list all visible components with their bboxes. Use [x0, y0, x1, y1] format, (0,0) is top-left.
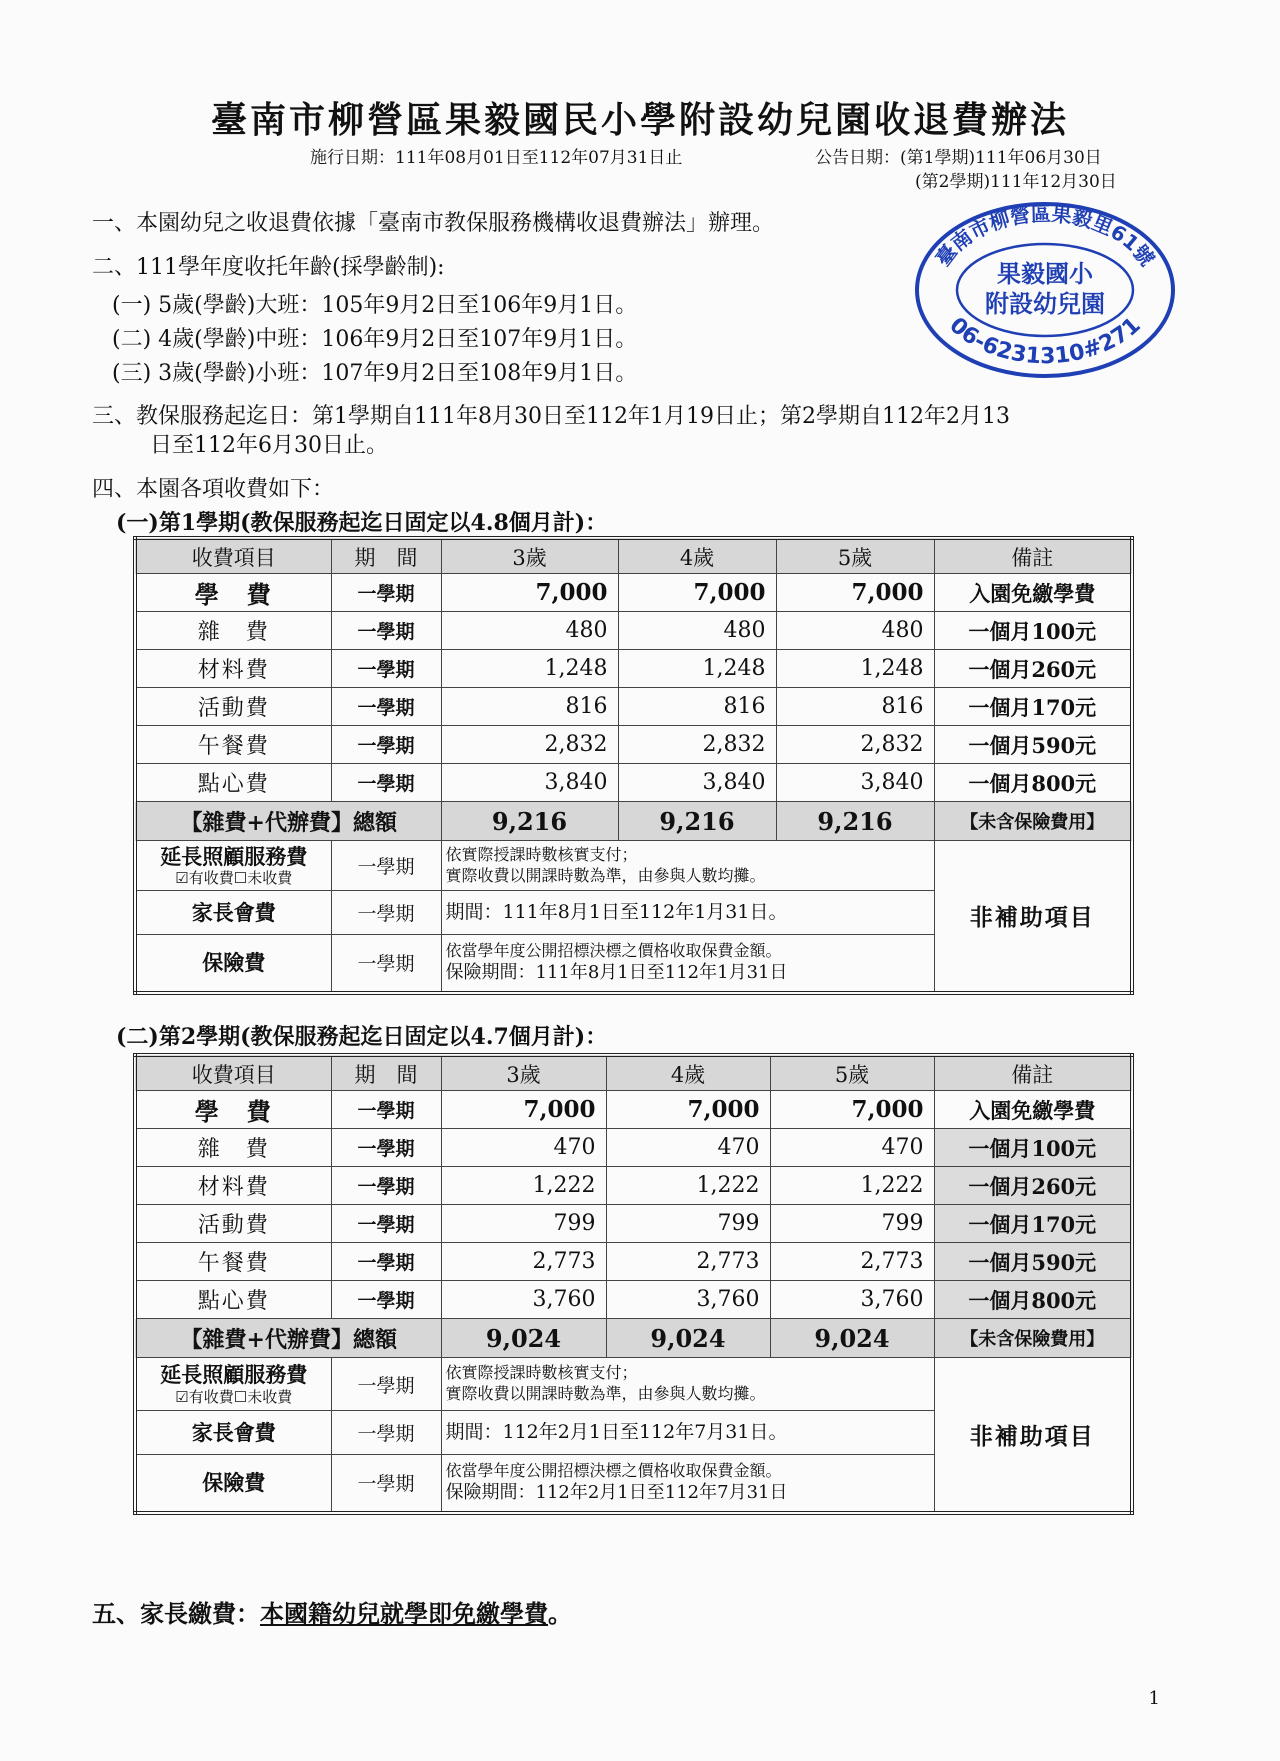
fee-age-5: 1,248	[776, 650, 934, 688]
fee-age-4: 470	[606, 1129, 770, 1167]
item-5-text: 本國籍幼兒就學即免繳學費	[260, 1599, 548, 1628]
table-row	[135, 612, 1132, 650]
effective-date: 施行日期：111年08月01日至112年07月31日止	[310, 148, 683, 168]
fee-item: 點心費	[135, 1281, 331, 1319]
extended-care-period: 一學期	[331, 841, 441, 891]
school-seal-stamp	[910, 198, 1180, 378]
total-age-5: 9,024	[770, 1319, 934, 1358]
fee-note: 一個月100元	[934, 1129, 1132, 1167]
fee-age-5: 2,773	[770, 1243, 934, 1281]
fee-period: 一學期	[331, 688, 441, 726]
fee-age-4: 3,840	[618, 764, 776, 802]
fee-age-4: 2,773	[606, 1243, 770, 1281]
announce-date-1: 公告日期：(第1學期)111年06月30日	[815, 148, 1102, 168]
item-5-prefix: 五、家長繳費：	[92, 1599, 260, 1628]
semester-2-heading: (二)第2學期(教保服務起迄日固定以4.7個月計)：	[116, 1024, 608, 1050]
header-note: 備註	[934, 1055, 1132, 1091]
fee-age-4: 480	[618, 612, 776, 650]
fee-age-4: 816	[618, 688, 776, 726]
fee-period: 一學期	[331, 726, 441, 764]
fee-item: 學 費	[135, 1091, 331, 1129]
stamp-line1: 果毅國小	[997, 260, 1093, 288]
semester-1-heading: (一)第1學期(教保服務起迄日固定以4.8個月計)：	[116, 510, 608, 536]
extended-care-title: 延長照顧服務費	[160, 1362, 308, 1388]
fee-age-5: 470	[770, 1129, 934, 1167]
table-row	[135, 1281, 1132, 1319]
fee-item: 點心費	[135, 764, 331, 802]
header-age-3: 3歲	[441, 538, 618, 574]
semester-2-fee-table	[133, 1053, 1134, 1515]
extended-care-period: 一學期	[331, 1358, 441, 1411]
extended-care-text-2: 實際收費以開課時數為準，由參與人數均攤。	[445, 1384, 766, 1403]
fee-item: 材料費	[135, 650, 331, 688]
header-note: 備註	[934, 538, 1132, 574]
fee-age-3: 480	[441, 612, 618, 650]
table-row	[135, 764, 1132, 802]
header-period: 期 間	[331, 538, 441, 574]
fee-age-4: 1,248	[618, 650, 776, 688]
fee-age-5: 3,760	[770, 1281, 934, 1319]
fee-age-5: 799	[770, 1205, 934, 1243]
fee-note: 一個月260元	[934, 650, 1132, 688]
extended-care-label	[135, 841, 331, 891]
fee-period: 一學期	[331, 1091, 441, 1129]
header-item: 收費項目	[135, 538, 331, 574]
parent-fee-label: 家長會費	[135, 1411, 331, 1455]
non-subsidized-label: 非補助項目	[934, 1358, 1132, 1513]
announce-date-2: (第2學期)111年12月30日	[915, 172, 1117, 192]
table-row	[135, 1243, 1132, 1281]
fee-age-4: 7,000	[606, 1091, 770, 1129]
insurance-text	[441, 1455, 934, 1513]
fee-period: 一學期	[331, 764, 441, 802]
fee-age-4: 7,000	[618, 574, 776, 612]
table-row	[135, 726, 1132, 764]
table-header-row	[135, 1055, 1132, 1091]
fee-note: 入園免繳學費	[934, 574, 1132, 612]
parent-fee-text: 期間：112年2月1日至112年7月31日。	[441, 1411, 934, 1455]
extended-care-text	[441, 1358, 934, 1411]
age-bracket-3: (三) 3歲(學齡)小班：107年9月2日至108年9月1日。	[112, 361, 638, 386]
fee-note: 一個月800元	[934, 1281, 1132, 1319]
fee-note: 一個月260元	[934, 1167, 1132, 1205]
fee-note: 一個月800元	[934, 764, 1132, 802]
insurance-period: 一學期	[331, 1455, 441, 1513]
fee-note: 一個月590元	[934, 726, 1132, 764]
fee-age-5: 816	[776, 688, 934, 726]
age-bracket-1: (一) 5歲(學齡)大班：105年9月2日至106年9月1日。	[112, 293, 638, 318]
fee-note: 一個月590元	[934, 1243, 1132, 1281]
fee-age-3: 470	[441, 1129, 606, 1167]
fee-age-5: 1,222	[770, 1167, 934, 1205]
extended-care-text-1: 依實際授課時數核實支付；	[445, 844, 638, 864]
header-period: 期 間	[331, 1055, 441, 1091]
fee-age-3: 7,000	[441, 574, 618, 612]
fee-age-5: 2,832	[776, 726, 934, 764]
table-row	[135, 688, 1132, 726]
fee-age-3: 2,832	[441, 726, 618, 764]
header-age-5: 5歲	[770, 1055, 934, 1091]
parent-fee-period: 一學期	[331, 891, 441, 935]
extended-care-title: 延長照顧服務費	[160, 843, 308, 869]
item-3-line-2: 日至112年6月30日止。	[150, 433, 388, 458]
total-note: 【未含保險費用】	[934, 1319, 1132, 1358]
item-1: 一、本園幼兒之收退費依據「臺南市教保服務機構收退費辦法」辦理。	[92, 211, 775, 236]
extended-care-checkbox: ☑有收費☐未收費	[175, 869, 293, 888]
fee-period: 一學期	[331, 1281, 441, 1319]
extended-care-row	[135, 1358, 1132, 1411]
extended-care-text-1: 依實際授課時數核實支付；	[445, 1363, 638, 1383]
header-age-4: 4歲	[606, 1055, 770, 1091]
total-age-4: 9,216	[618, 802, 776, 841]
fee-age-3: 816	[441, 688, 618, 726]
non-subsidized-label: 非補助項目	[934, 841, 1132, 993]
page-number: 1	[1148, 1688, 1160, 1709]
item-4: 四、本園各項收費如下：	[92, 477, 335, 502]
insurance-text	[441, 935, 934, 993]
total-age-4: 9,024	[606, 1319, 770, 1358]
total-label: 【雜費+代辦費】總額	[135, 1319, 441, 1358]
fee-item: 活動費	[135, 688, 331, 726]
extended-care-row	[135, 841, 1132, 891]
insurance-text-1: 依當學年度公開招標決標之價格收取保費金額。	[445, 1460, 782, 1480]
fee-item: 活動費	[135, 1205, 331, 1243]
total-age-5: 9,216	[776, 802, 934, 841]
fee-item: 午餐費	[135, 1243, 331, 1281]
header-age-4: 4歲	[618, 538, 776, 574]
insurance-text-2: 保險期間：111年8月1日至112年1月31日	[445, 962, 788, 984]
fee-note: 一個月100元	[934, 612, 1132, 650]
semester-1-fee-table	[133, 536, 1134, 995]
total-row	[135, 1319, 1132, 1358]
fee-age-3: 3,760	[441, 1281, 606, 1319]
fee-age-4: 3,760	[606, 1281, 770, 1319]
table-row	[135, 574, 1132, 612]
table-row	[135, 1091, 1132, 1129]
item-5-suffix: 。	[548, 1599, 572, 1628]
extended-care-text	[441, 841, 934, 891]
table-row	[135, 650, 1132, 688]
fee-period: 一學期	[331, 612, 441, 650]
fee-age-4: 799	[606, 1205, 770, 1243]
fee-period: 一學期	[331, 1129, 441, 1167]
extended-care-text-2: 實際收費以開課時數為準，由參與人數均攤。	[445, 865, 766, 885]
item-2: 二、111學年度收托年齡(採學齡制):	[92, 255, 445, 280]
header-age-3: 3歲	[441, 1055, 606, 1091]
fee-item: 材料費	[135, 1167, 331, 1205]
total-age-3: 9,216	[441, 802, 618, 841]
fee-age-3: 3,840	[441, 764, 618, 802]
insurance-label: 保險費	[135, 1455, 331, 1513]
age-bracket-2: (二) 4歲(學齡)中班：106年9月2日至107年9月1日。	[112, 327, 638, 352]
fee-item: 學 費	[135, 574, 331, 612]
insurance-label: 保險費	[135, 935, 331, 993]
fee-age-5: 7,000	[770, 1091, 934, 1129]
total-row	[135, 802, 1132, 841]
fee-age-3: 799	[441, 1205, 606, 1243]
fee-period: 一學期	[331, 650, 441, 688]
fee-period: 一學期	[331, 1205, 441, 1243]
fee-item: 午餐費	[135, 726, 331, 764]
extended-care-checkbox: ☑有收費☐未收費	[175, 1387, 293, 1406]
fee-note: 入園免繳學費	[934, 1091, 1132, 1129]
insurance-text-2: 保險期間：112年2月1日至112年7月31日	[445, 1482, 788, 1504]
stamp-bottom-text: 06-6231310#271	[944, 312, 1146, 370]
table-row	[135, 1167, 1132, 1205]
item-5	[92, 1594, 572, 1629]
header-age-5: 5歲	[776, 538, 934, 574]
total-note: 【未含保險費用】	[934, 802, 1132, 841]
table-header-row	[135, 538, 1132, 574]
fee-note: 一個月170元	[934, 688, 1132, 726]
fee-note: 一個月170元	[934, 1205, 1132, 1243]
table-row	[135, 1205, 1132, 1243]
fee-age-5: 7,000	[776, 574, 934, 612]
fee-age-3: 1,222	[441, 1167, 606, 1205]
insurance-text-1: 依當學年度公開招標決標之價格收取保費金額。	[445, 940, 782, 960]
fee-period: 一學期	[331, 1243, 441, 1281]
stamp-line2: 附設幼兒園	[985, 290, 1105, 318]
parent-fee-text: 期間：111年8月1日至112年1月31日。	[441, 891, 934, 935]
fee-age-3: 7,000	[441, 1091, 606, 1129]
fee-age-3: 2,773	[441, 1243, 606, 1281]
fee-item: 雜 費	[135, 1129, 331, 1167]
fee-age-4: 1,222	[606, 1167, 770, 1205]
fee-age-4: 2,832	[618, 726, 776, 764]
total-label: 【雜費+代辦費】總額	[135, 802, 441, 841]
item-3-line-1: 三、教保服務起迄日：第1學期自111年8月30日至112年1月19日止；第2學期自112年2月13	[92, 404, 1010, 429]
page-title: 臺南市柳營區果毅國民小學附設幼兒園收退費辦法	[210, 99, 1069, 141]
fee-period: 一學期	[331, 574, 441, 612]
total-age-3: 9,024	[441, 1319, 606, 1358]
fee-item: 雜 費	[135, 612, 331, 650]
fee-age-5: 480	[776, 612, 934, 650]
table-row	[135, 1129, 1132, 1167]
header-item: 收費項目	[135, 1055, 331, 1091]
fee-period: 一學期	[331, 1167, 441, 1205]
parent-fee-period: 一學期	[331, 1411, 441, 1455]
parent-fee-label: 家長會費	[135, 891, 331, 935]
extended-care-label	[135, 1358, 331, 1411]
fee-age-5: 3,840	[776, 764, 934, 802]
stamp-top-text: 臺南市柳營區果毅里61號	[930, 201, 1160, 271]
fee-age-3: 1,248	[441, 650, 618, 688]
insurance-period: 一學期	[331, 935, 441, 993]
